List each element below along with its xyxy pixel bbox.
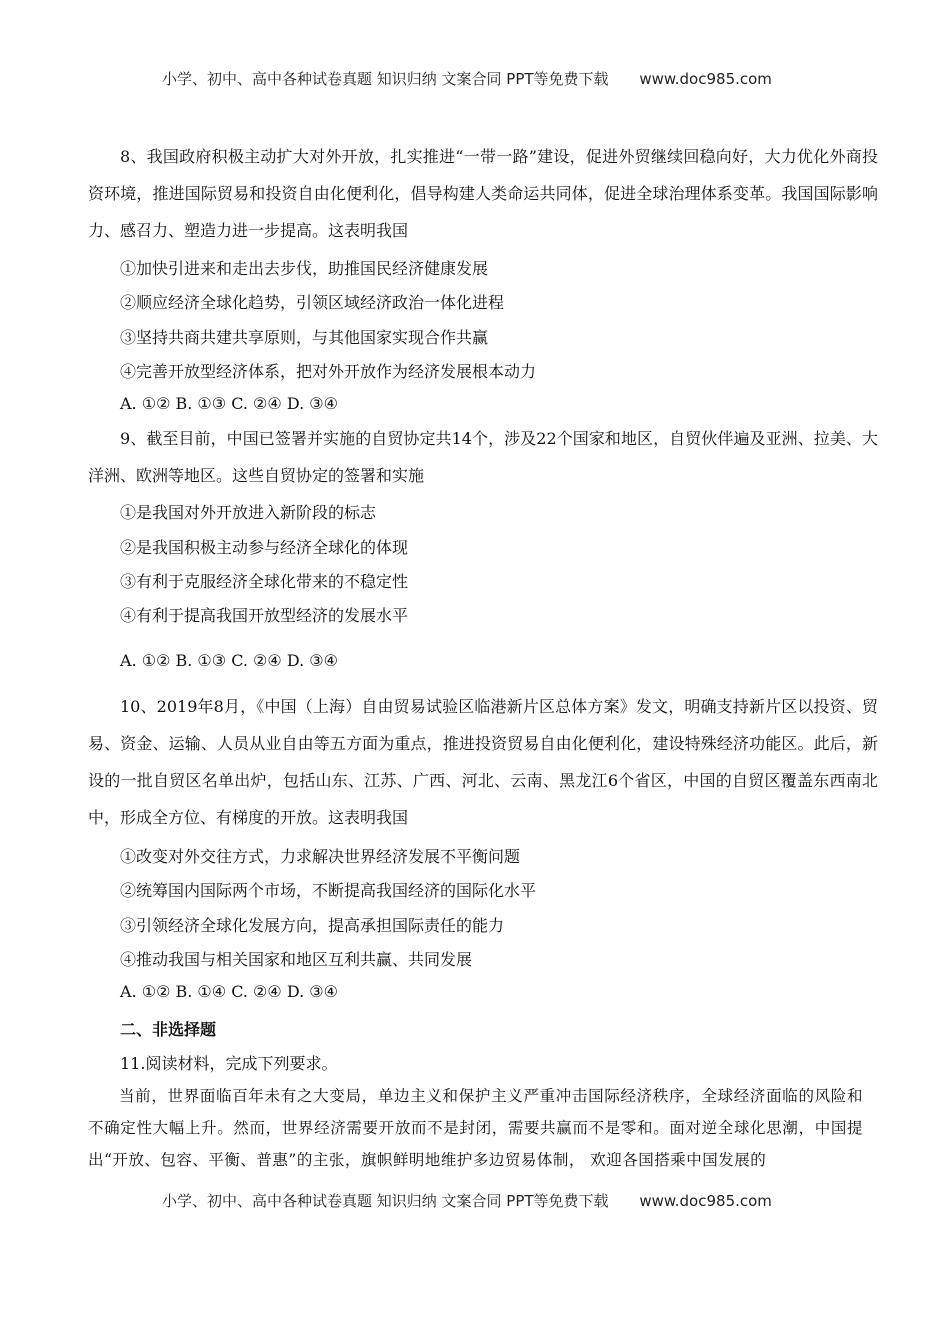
- q9-option-2: ②是我国积极主动参与经济全球化的体现: [120, 538, 409, 557]
- q8-option-4: ④完善开放型经济体系，把对外开放作为经济发展根本动力: [120, 362, 537, 381]
- page-footer: [162, 1190, 772, 1211]
- q8-option-1: ①加快引进来和走出去步伐，助推国民经济健康发展: [120, 259, 489, 278]
- header-text: 小学、初中、高中各种试卷真题 知识归纳 文案合同 PPT等免费下载: [162, 70, 609, 88]
- footer-url[interactable]: www.doc985.com: [639, 1192, 772, 1210]
- header-url[interactable]: www.doc985.com: [639, 70, 772, 88]
- q8-option-2: ②顺应经济全球化趋势，引领区域经济政治一体化进程: [120, 293, 505, 312]
- q10-option-2: ②统筹国内国际两个市场，不断提高我国经济的国际化水平: [120, 881, 537, 900]
- q9-stem: 9、截至目前，中国已签署并实施的自贸协定共14个，涉及22个国家和地区，自贸伙伴遍及亚洲、拉美、大洋洲、欧洲等地区。这些自贸协定的签署和实施: [88, 429, 878, 485]
- q9-option-3: ③有利于克服经济全球化带来的不稳定性: [120, 572, 409, 591]
- q8-option-3: ③坚持共商共建共享原则，与其他国家实现合作共赢: [120, 328, 489, 347]
- q10-option-1: ①改变对外交往方式，力求解决世界经济发展不平衡问题: [120, 847, 521, 866]
- q9-option-4: ④有利于提高我国开放型经济的发展水平: [120, 606, 409, 625]
- q10-stem: 10、2019年8月，《中国（上海）自由贸易试验区临港新片区总体方案》发文，明确支持新片区以投资、贸易、资金、运输、人员从业自由等五方面为重点，推进投资贸易自由化便利化，建设特殊经济功能区。此后，新设的一批自贸区名单出炉，包括山东、江苏、广西、河北、云南、黑龙江6个省区，中国的自贸区覆盖东西南北中，形成全方位、有梯度的开放。这表明我国: [88, 697, 878, 827]
- q8-answers: A. ①② B. ①③ C. ②④ D. ③④: [120, 394, 338, 413]
- q11-prompt: 11.阅读材料，完成下列要求。: [120, 1054, 338, 1073]
- q10-answers: A. ①② B. ①④ C. ②④ D. ③④: [120, 982, 338, 1001]
- q9-answers: A. ①② B. ①③ C. ②④ D. ③④: [120, 651, 338, 670]
- q10-option-4: ④推动我国与相关国家和地区互利共赢、共同发展: [120, 950, 473, 969]
- q11-material: 当前，世界面临百年未有之大变局，单边主义和保护主义严重冲击国际经济秩序，全球经济面临的风险和不确定性大幅上升。然而，世界经济需要开放而不是封闭，需要共赢而不是零和。面对逆全球化思潮，中国提出“开放、包容、平衡、普惠”的主张，旗帜鲜明地维护多边贸易体制， 欢迎各国搭乘中国发展的: [88, 1087, 863, 1169]
- page-header: [162, 68, 772, 89]
- section-heading: 二、非选择题: [120, 1020, 217, 1039]
- q10-option-3: ③引领经济全球化发展方向，提高承担国际责任的能力: [120, 916, 505, 935]
- footer-text: 小学、初中、高中各种试卷真题 知识归纳 文案合同 PPT等免费下载: [162, 1192, 609, 1210]
- q8-stem: 8、我国政府积极主动扩大对外开放，扎实推进“一带一路”建设，促进外贸继续回稳向好，大力优化外商投资环境，推进国际贸易和投资自由化便利化，倡导构建人类命运共同体，促进全球治理体系变革。我国国际影响力、感召力、塑造力进一步提高。这表明我国: [88, 147, 878, 240]
- q9-option-1: ①是我国对外开放进入新阶段的标志: [120, 503, 377, 522]
